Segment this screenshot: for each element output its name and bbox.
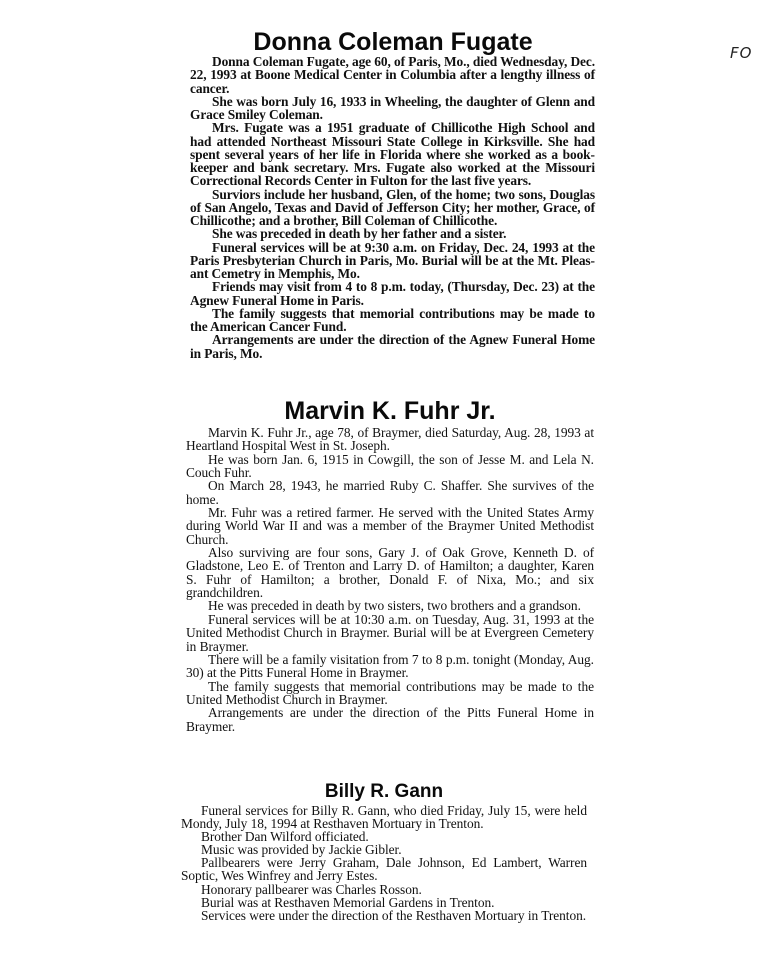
obituary-paragraph: Mrs. Fugate was a 1951 graduate of Chillicothe High School and had attended Northeast Missouri State College in Kirksville. She had spent several years of her life in Florida where she worked as a bookkeeper and bank secretary. Mrs. Fugate also worked at the Missouri Correctional Records Center in Fulton for the last five years. xyxy=(190,120,595,189)
obituary-body-gann xyxy=(181,804,587,922)
obituary-paragraph: Honorary pallbearer was Charles Rosson. xyxy=(201,881,422,897)
obituary-title-fuhr: Marvin K. Fuhr Jr. xyxy=(284,397,496,425)
obituary-paragraph: Burial was at Resthaven Memorial Gardens in Trenton. xyxy=(201,894,495,910)
handwritten-margin-note: FO xyxy=(730,44,753,62)
obituary-paragraph: Arrangements are under the direction of the Agnew Funeral Home in Paris, Mo. xyxy=(190,332,595,361)
obituary-paragraph: She was preceded in death by her father and a sister. xyxy=(212,226,507,242)
obituary-paragraph: Funeral services for Billy R. Gann, who died Friday, July 15, were held Mondy, July 18, 1994 at Resthaven Mortuary in Trenton. xyxy=(181,803,587,832)
obituary-paragraph: The family suggests that memorial contributions may be made to the American Cancer Fund. xyxy=(190,305,595,334)
obituary-paragraph: Pallbearers were Jerry Graham, Dale Johnson, Ed Lambert, Warren Soptic, Wes Winfrey and Jerry Estes. xyxy=(181,855,587,884)
obituary-paragraph: Marvin K. Fuhr Jr., age 78, of Braymer, died Saturday, Aug. 28, 1993 at Heartland Hospital West in St. Joseph. xyxy=(186,425,594,454)
obituary-body-fugate xyxy=(190,55,595,360)
obituary-title-fugate: Donna Coleman Fugate xyxy=(253,28,533,56)
obituary-paragraph: Brother Dan Wilford officiated. xyxy=(201,829,369,845)
obituary-paragraph: Services were under the direction of the Resthaven Mortuary in Trenton. xyxy=(201,907,587,923)
obituary-paragraph: Also surviving are four sons, Gary J. of Oak Grove, Kenneth D. of Gladstone, Leo E. of Trenton and Larry D. of Hamilton; a daughter, Karen S. Fuhr of Hamilton; a brother, Donald F. of Nixa, Mo.; and six grandchildren. xyxy=(186,545,594,601)
obituary-title-gann: Billy R. Gann xyxy=(324,781,444,802)
obituary-paragraph: There will be a family visitation from 7 to 8 p.m. tonight (Monday, Aug. 30) at the Pitts Funeral Home in Braymer. xyxy=(186,651,594,681)
obituary-paragraph: Arrangements are under the direction of the Pitts Funeral Home in Braymer. xyxy=(186,705,594,734)
obituary-paragraph: On March 28, 1943, he married Ruby C. Shaffer. She survives of the home. xyxy=(186,478,594,507)
obituary-paragraph: He was born Jan. 6, 1915 in Cowgill, the son of Jesse M. and Lela N. Couch Fuhr. xyxy=(186,451,594,481)
obituary-paragraph: She was born July 16, 1933 in Wheeling, the daughter of Glenn and Grace Smiley Coleman. xyxy=(190,93,595,122)
obituary-paragraph: Donna Coleman Fugate, age 60, of Paris, Mo., died Wednesday, Dec. 22, 1993 at Boone Medical Center in Columbia after a lengthy illness of cancer. xyxy=(190,54,595,96)
obituary-paragraph: Music was provided by Jackie Gibler. xyxy=(201,842,402,858)
obituary-paragraph: Funeral services will be at 9:30 a.m. on Friday, Dec. 24, 1993 at the Paris Presbyterian Church in Paris, Mo. Burial will be at the Mt. Pleasant Cemetry in Memphis, Mo. xyxy=(190,239,595,281)
obituary-paragraph: Mr. Fuhr was a retired farmer. He served with the United States Army during World War II and was a member of the Braymer United Methodist Church. xyxy=(186,505,594,547)
obituary-body-fuhr xyxy=(186,426,594,733)
obituary-paragraph: Surviors include her husband, Glen, of the home; two sons, Douglas of San Angelo, Texas and David of Jefferson City; her mother, Grace, of Chillicothe; and a brother, Bill Coleman of Chillicothe. xyxy=(190,186,595,228)
obituary-paragraph: He was preceded in death by two sisters, two brothers and a grandson. xyxy=(208,598,581,614)
obituary-paragraph: Funeral services will be at 10:30 a.m. on Tuesday, Aug. 31, 1993 at the United Methodist Church in Braymer. Burial will be at Evergreen Cemetery in Braymer. xyxy=(186,611,594,654)
obituary-paragraph: The family suggests that memorial contributions may be made to the United Methodist Church in Braymer. xyxy=(186,678,594,707)
obituary-paragraph: Friends may visit from 4 to 8 p.m. today, (Thursday, Dec. 23) at the Agnew Funeral Home in Paris. xyxy=(190,279,595,308)
